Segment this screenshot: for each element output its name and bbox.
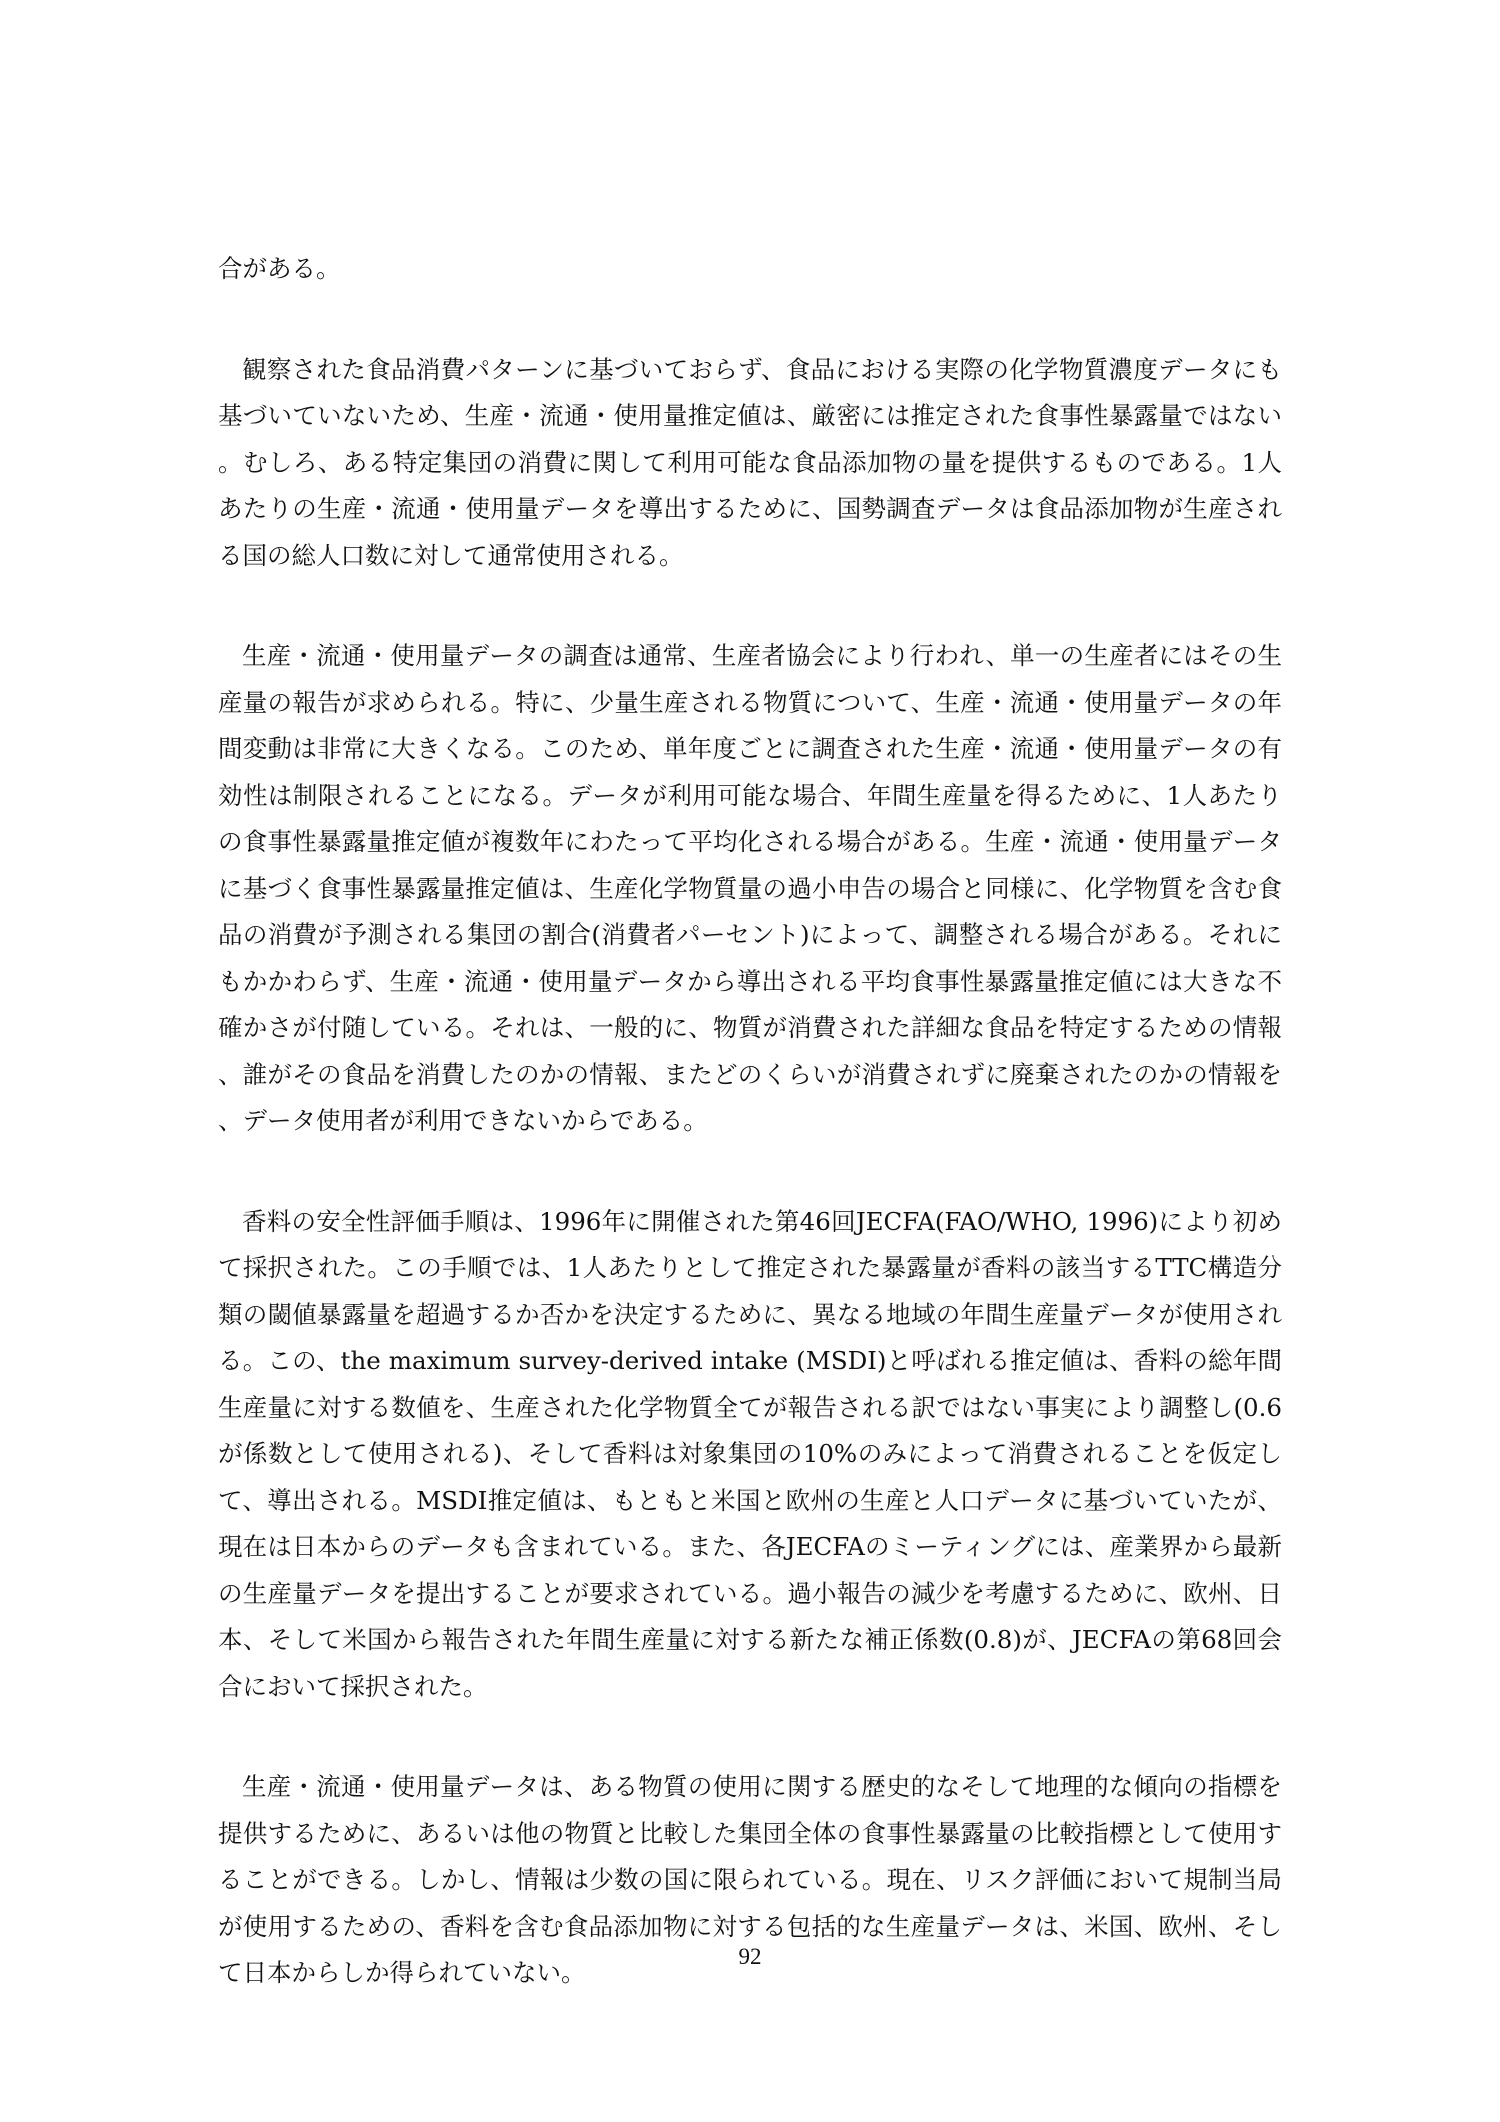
paragraph-continuation: 合がある。: [218, 254, 341, 283]
paragraph-gap: [218, 579, 1282, 633]
paragraph-gap: [218, 293, 1282, 347]
page-number: 92: [738, 1944, 762, 1969]
paragraph-gap: [218, 1710, 1282, 1764]
paragraph-flavour-msdi: 香料の安全性評価手順は、1996年に開催された第46回JECFA(FAO/WHO, 1996)により初めて採択された。この手順では、1人あたりとして推定された暴露量が香料の該当するTTC構造分類の閾値暴露量を超過するか否かを決定するために、異なる地域の年間生産量データが使用される。この、the maximum survey-derived intake (MSDI)と呼ばれる推定値は、香料の総年間生産量に対する数値を、生産された化学物質全てが報告される訳ではない事実により調整し(0.6が係数として使用される)、そして香料は対象集団の10%のみによって消費されることを仮定して、導出される。MSDI推定値は、もともと米国と欧州の生産と人口データに基づいていたが、現在は日本からのデータも含まれている。また、各JECFAのミーティングには、産業界から最新の生産量データを提出することが要求されている。過小報告の減少を考慮するために、欧州、日本、そして米国から報告された年間生産量に対する新たな補正係数(0.8)が、JECFAの第68回会合において採択された。: [218, 1206, 1282, 1701]
document-body: [218, 246, 1282, 1997]
paragraph-production-data-limits: 観察された食品消費パターンに基づいておらず、食品における実際の化学物質濃度データにも基づいていないため、生産・流通・使用量推定値は、厳密には推定された食事性暴露量ではない。むしろ、ある特定集団の消費に関して利用可能な食品添加物の量を提供するものである。1人あたりの生産・流通・使用量データを導出するために、国勢調査データは食品添加物が生産される国の総人口数に対して通常使用される。: [218, 354, 1282, 570]
paragraph-usage-indicators: 生産・流通・使用量データは、ある物質の使用に関する歴史的なそして地理的な傾向の指標を提供するために、あるいは他の物質と比較した集団全体の食事性暴露量の比較指標として使用することができる。しかし、情報は少数の国に限られている。現在、リスク評価において規制当局が使用するための、香料を含む食品添加物に対する包括的な生産量データは、米国、欧州、そして日本からしか得られていない。: [218, 1772, 1282, 1987]
paragraph-gap: [218, 1145, 1282, 1199]
paragraph-survey-variability: 生産・流通・使用量データの調査は通常、生産者協会により行われ、単一の生産者にはその生産量の報告が求められる。特に、少量生産される物質について、生産・流通・使用量データの年間変動は非常に大きくなる。このため、単年度ごとに調査された生産・流通・使用量データの有効性は制限されることになる。データが利用可能な場合、年間生産量を得るために、1人あたりの食事性暴露量推定値が複数年にわたって平均化される場合がある。生産・流通・使用量データに基づく食事性暴露量推定値は、生産化学物質量の過小申告の場合と同様に、化学物質を含む食品の消費が予測される集団の割合(消費者パーセント)によって、調整される場合がある。それにもかかわらず、生産・流通・使用量データから導出される平均食事性暴露量推定値には大きな不確かさが付随している。それは、一般的に、物質が消費された詳細な食品を特定するための情報、誰がその食品を消費したのかの情報、またどのくらいが消費されずに廃棄されたのかの情報を、データ使用者が利用できないからである。: [218, 641, 1282, 1135]
